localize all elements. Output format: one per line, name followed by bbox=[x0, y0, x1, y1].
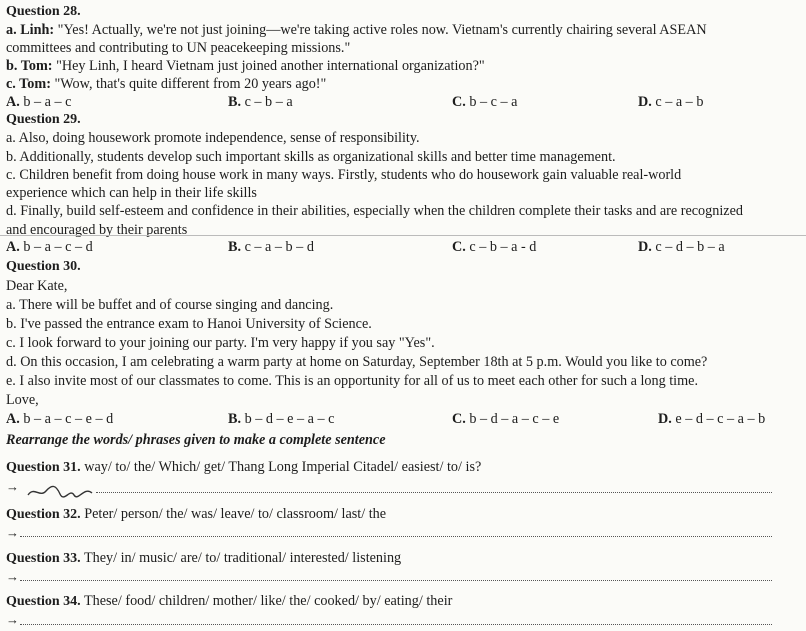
q28-item-b-text: "Hey Linh, I heard Vietnam just joined another international organization?" bbox=[52, 58, 485, 74]
option-value: c – a – b – d bbox=[244, 239, 314, 255]
q31-heading: Question 31. bbox=[6, 460, 81, 475]
q28-item-c-text: "Wow, that's quite different from 20 years ago!" bbox=[50, 76, 327, 92]
q29-option-d[interactable] bbox=[638, 238, 725, 256]
q30-line: a. There will be buffet and of course singing and dancing. bbox=[6, 297, 334, 313]
q30-line: Dear Kate, bbox=[6, 278, 68, 294]
q33-prompt bbox=[6, 549, 401, 568]
q31-words: way/ to/ the/ Which/ get/ Thang Long Imperial Citadel/ easiest/ to/ is? bbox=[80, 459, 482, 475]
option-letter: B. bbox=[228, 239, 242, 255]
q28-option-a[interactable] bbox=[6, 93, 71, 111]
q30-line: c. I look forward to your joining our party. I'm very happy if you say "Yes". bbox=[6, 335, 435, 351]
q28-item-a-cont-text: committees and contributing to UN peacekeeping missions." bbox=[6, 40, 351, 56]
q28-option-d[interactable] bbox=[638, 93, 703, 111]
q28-item-a-text: "Yes! Actually, we're not just joining—we're taking active roles now. Vietnam's currently chairing several ASEAN bbox=[54, 22, 707, 38]
option-letter: C. bbox=[452, 239, 466, 255]
q30-option-d[interactable] bbox=[658, 410, 765, 428]
q29-line: d. Finally, build self-esteem and confidence in their abilities, especially when the children complete their tasks and are recognized bbox=[6, 203, 743, 219]
q29-line: a. Also, doing housework promote independence, sense of responsibility. bbox=[6, 130, 420, 146]
q29-option-c[interactable] bbox=[452, 238, 536, 256]
q28-item-a bbox=[6, 21, 707, 39]
handwritten-scribble bbox=[26, 482, 96, 500]
q32-heading: Question 32. bbox=[6, 507, 81, 522]
q33-arrow: → bbox=[6, 569, 19, 584]
option-value: b – d – e – a – c bbox=[244, 411, 335, 427]
q30-line: d. On this occasion, I am celebrating a warm party at home on Saturday, September 18th at 5 p.m. Would you like to come? bbox=[6, 354, 708, 370]
option-letter: C. bbox=[452, 94, 466, 110]
q34-answer-line[interactable] bbox=[20, 624, 772, 625]
rearrange-title: Rearrange the words/ phrases given to make a complete sentence bbox=[6, 432, 386, 448]
q29-line: and encouraged by their parents bbox=[6, 222, 188, 238]
q34-heading: Question 34. bbox=[6, 594, 81, 609]
option-value: e – d – c – a – b bbox=[675, 411, 766, 427]
q28-item-a-cont bbox=[6, 39, 350, 57]
q33-words: They/ in/ music/ are/ to/ traditional/ interested/ listening bbox=[80, 550, 402, 566]
q29-line: c. Children benefit from doing house work in many ways. Firstly, students who do housework gain valuable real-world bbox=[6, 167, 682, 183]
option-value: b – d – a – c – e bbox=[469, 411, 560, 427]
q30-option-b[interactable] bbox=[228, 410, 334, 428]
option-letter: D. bbox=[658, 411, 672, 427]
q30-heading: Question 30. bbox=[6, 259, 81, 274]
option-value: c – d – b – a bbox=[655, 239, 725, 255]
q30-option-a[interactable] bbox=[6, 410, 113, 428]
q29-line: b. Additionally, students develop such important skills as organizational skills and better time management. bbox=[6, 149, 616, 165]
option-value: c – b – a bbox=[244, 94, 293, 110]
option-value: b – a – c bbox=[23, 94, 72, 110]
option-value: b – a – c – e – d bbox=[23, 411, 114, 427]
q28-option-c[interactable] bbox=[452, 93, 517, 111]
q32-prompt bbox=[6, 505, 386, 524]
q30-line: Love, bbox=[6, 392, 39, 408]
q29-line: experience which can help in their life skills bbox=[6, 185, 257, 201]
q28-item-c bbox=[6, 75, 326, 93]
option-letter: A. bbox=[6, 411, 20, 427]
q28-option-b[interactable] bbox=[228, 93, 293, 111]
q29-heading: Question 29. bbox=[6, 112, 81, 127]
q34-prompt bbox=[6, 592, 452, 611]
q28-item-c-label: c. Tom: bbox=[6, 76, 51, 92]
option-letter: D. bbox=[638, 94, 652, 110]
q30-line: b. I've passed the entrance exam to Hanoi University of Science. bbox=[6, 316, 372, 332]
option-letter: C. bbox=[452, 411, 466, 427]
q31-answer-line[interactable] bbox=[96, 492, 772, 493]
q33-heading: Question 33. bbox=[6, 551, 81, 566]
q31-arrow: → bbox=[6, 479, 19, 494]
scan-fold-line bbox=[0, 235, 806, 236]
q28-item-b bbox=[6, 57, 485, 75]
q29-options bbox=[6, 238, 796, 256]
option-value: b – a – c – d bbox=[23, 239, 93, 255]
q32-arrow: → bbox=[6, 525, 19, 540]
q32-words: Peter/ person/ the/ was/ leave/ to/ classroom/ last/ the bbox=[80, 506, 387, 522]
q34-arrow: → bbox=[6, 612, 19, 627]
q29-option-a[interactable] bbox=[6, 238, 93, 256]
q34-words: These/ food/ children/ mother/ like/ the/ cooked/ by/ eating/ their bbox=[80, 593, 453, 609]
q32-answer-line[interactable] bbox=[20, 536, 772, 537]
q33-answer-line[interactable] bbox=[20, 580, 772, 581]
option-value: c – b – a - d bbox=[469, 239, 537, 255]
q29-option-b[interactable] bbox=[228, 238, 314, 256]
q30-option-c[interactable] bbox=[452, 410, 559, 428]
option-letter: B. bbox=[228, 94, 242, 110]
q30-options bbox=[6, 410, 796, 428]
q28-item-a-label: a. Linh: bbox=[6, 22, 55, 38]
q28-heading: Question 28. bbox=[6, 4, 81, 19]
option-letter: A. bbox=[6, 94, 20, 110]
q28-item-b-label: b. Tom: bbox=[6, 58, 53, 74]
q28-options bbox=[6, 93, 796, 111]
option-value: c – a – b bbox=[655, 94, 704, 110]
q31-prompt bbox=[6, 458, 481, 477]
option-letter: B. bbox=[228, 411, 242, 427]
option-value: b – c – a bbox=[469, 94, 518, 110]
option-letter: D. bbox=[638, 239, 652, 255]
q30-line: e. I also invite most of our classmates to come. This is an opportunity for all of us to meet each other for such a long time. bbox=[6, 373, 699, 389]
option-letter: A. bbox=[6, 239, 20, 255]
